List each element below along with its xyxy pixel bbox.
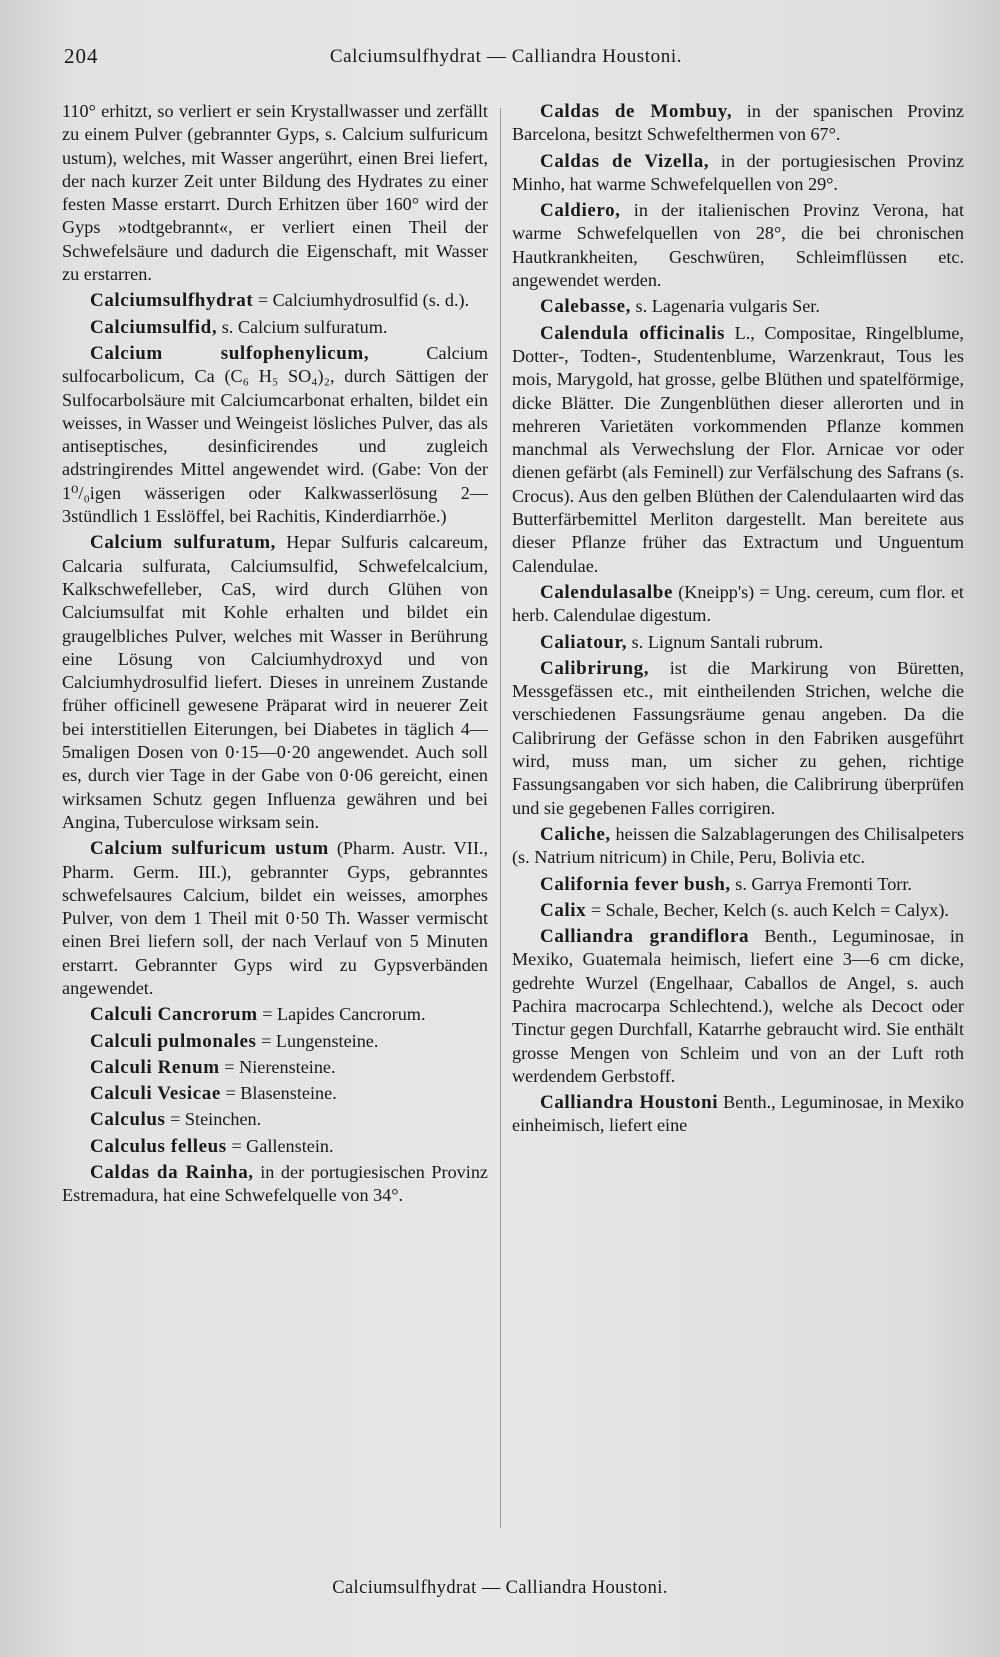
- column-divider: [500, 108, 501, 1528]
- dictionary-entry: [62, 100, 488, 286]
- page-footer: Calciumsulfhydrat — Calliandra Houstoni.: [332, 1578, 668, 1598]
- entry-headword: Calliandra grandiflora: [540, 926, 750, 948]
- entry-text: Benth., Leguminosae, in Mexiko, Guatemala heimisch, liefert eine 3—6 cm dicke, gedrehte Wurzel (Engelhaar, Caballos de Angel, s. auch Pachira macrocarpa Schlechtend.), welche als Decoct oder Tinctur gegen Durchfall, Katarrhe gebraucht wird. Sie enthält grosse Mengen von Schleim und von an der Luft roth werdendem Gerbstoff.: [512, 926, 964, 1086]
- left-column: [62, 100, 488, 1211]
- dictionary-entry: [62, 289, 488, 312]
- entry-headword: Calculi pulmonales: [90, 1030, 257, 1052]
- entry-text: = Calciumhydrosulfid (s. d.).: [253, 290, 470, 311]
- entry-headword: Calciumsulfhydrat: [90, 290, 254, 312]
- dictionary-entry: [62, 1082, 488, 1105]
- dictionary-entry: [512, 925, 964, 1088]
- entry-headword: Calcium sulfuratum,: [90, 532, 276, 554]
- entry-text: s. Garrya Fremonti Torr.: [730, 873, 912, 894]
- dictionary-entry: [62, 1003, 488, 1026]
- entry-text: = Blasensteine.: [220, 1083, 337, 1104]
- page-number: 204: [64, 44, 99, 68]
- entry-headword: Caldas de Mombuy,: [540, 101, 733, 122]
- entry-text: s. Lagenaria vulgaris Ser.: [630, 296, 820, 317]
- dictionary-entry: [62, 316, 488, 339]
- running-title: Calciumsulfhydrat — Calliandra Houstoni.: [329, 46, 683, 67]
- entry-text: L., Compositae, Ringelblume, Dotter-, Todten-, Studentenblume, Warzenkraut, Tous les mois, Marygold, hat grosse, gelbe Blüthen und spatelförmige, dicke Blätter. Die Zungenblüthen dieser allerorten und in mehreren Varietäten vorkommenden Pflanze kommen manchmal als Verwechslung der Flor. Arnicae vor oder dienen gefärbt (als Feminell) zur Verfälschung des Safrans (s. Crocus). Aus den gelben Blüthen der Calendulaarten wird das Butterfärbemittel Merliton dargestellt. Man bereitete aus dieser Pflanze früher das Extractum und Unguentum Calendulae.: [512, 322, 964, 576]
- entry-text: in der spanischen Provinz Barcelona, besitzt Schwefelthermen von 67°.: [512, 101, 965, 145]
- dictionary-entry: [512, 100, 964, 147]
- entry-headword: Calculus: [90, 1109, 166, 1131]
- dictionary-entry: [512, 631, 964, 654]
- entry-headword: Calciumsulfid,: [90, 316, 218, 338]
- entry-headword: California fever bush,: [540, 873, 731, 895]
- entry-headword: Calendula officinalis: [540, 322, 725, 344]
- entry-headword: Caliche,: [540, 823, 611, 845]
- entry-text: = Lungensteine.: [256, 1030, 379, 1051]
- entry-text: in der portugiesischen Provinz Estremadura, hat eine Schwefelquelle von 34°.: [62, 1162, 488, 1206]
- entry-text: heissen die Salzablagerungen des Chilisalpeters (s. Natrium nitricum) in Chile, Peru, Bolivia etc.: [512, 823, 964, 868]
- entry-text: Hepar Sulfuris calcareum, Calcaria sulfurata, Calciumsulfid, Schwefelcalcium, Kalkschwefelleber, CaS, wird durch Glühen von Calciumsulfat mit Kohle erhalten und bildet ein graugelbliches Pulver, welches mit Wasser in Berührung eine Lösung von Calciumhydroxyd und von Calciumhydrosulfid liefert. Dieses in unreinem Zustande früher officinell gewesene Präparat wird in neuerer Zeit bei interstitiellen Eiterungen, bei Diabetes in täglich 4—5maligen Dosen von 0·15—0·20 angewendet. Auch soll es, durch vier Tage in der Gabe von 0·06 gereicht, einen wirksamen Schutz gegen Influenza gewähren und bei Angina, Tuberculose wirksam sein.: [62, 532, 489, 832]
- entry-text: s. Lignum Santali rubrum.: [627, 631, 824, 652]
- entry-headword: Calculi Vesicae: [90, 1083, 221, 1105]
- dictionary-entry: [62, 1030, 488, 1053]
- entry-headword: Calculus felleus: [90, 1135, 227, 1157]
- dictionary-entry: [62, 1135, 488, 1158]
- dictionary-entry: [512, 199, 964, 292]
- entry-text: Benth., Leguminosae, in Mexiko einheimisch, liefert eine: [512, 1092, 964, 1136]
- entry-text: = Nierensteine.: [219, 1056, 336, 1077]
- right-column: [512, 100, 964, 1141]
- entry-text: s. Calcium sulfuratum.: [217, 316, 388, 337]
- dictionary-entry: [512, 150, 964, 197]
- dictionary-entry: [512, 823, 964, 870]
- entry-text: (Kneipp's) = Ung. cereum, cum flor. et herb. Calendulae digestum.: [512, 581, 964, 626]
- entry-headword: Calcium sulfophenylicum,: [90, 342, 370, 364]
- entry-text: = Steinchen.: [165, 1109, 262, 1130]
- entry-headword: Caldiero,: [540, 200, 621, 222]
- dictionary-entry: [512, 899, 964, 922]
- page-header: [62, 44, 950, 74]
- entry-headword: Calculi Renum: [90, 1056, 220, 1078]
- dictionary-entry: [512, 873, 964, 896]
- dictionary-entry: [62, 837, 488, 1000]
- entry-headword: Calculi Cancrorum: [90, 1004, 258, 1026]
- dictionary-entry: [512, 657, 964, 820]
- entry-text: Calcium sulfocarbolicum, Ca (C₆ H₅ SO₄)₂, durch Sättigen der Sulfocarbolsäure mit Calciumcarbonat erhalten, bildet ein weisses, in Wasser und Weingeist lösliches Pulver, das als antiseptisches, desinficirendes und zugleich adstringirendes Mittel angewendet wird. (Gabe: Von der 1⁰/₀igen wässerigen oder Kalkwasserlösung 2—3stündlich 1 Esslöffel, bei Rachitis, Kinderdiarrhöe.): [62, 342, 489, 527]
- entry-headword: Calliandra Houstoni: [540, 1092, 719, 1114]
- entry-headword: Caldas da Rainha,: [90, 1162, 254, 1184]
- entry-text: = Gallenstein.: [226, 1135, 334, 1156]
- entry-headword: Calcium sulfuricum ustum: [90, 838, 329, 860]
- dictionary-entry: [62, 1108, 488, 1131]
- dictionary-entry: [512, 322, 964, 578]
- entry-text: = Schale, Becher, Kelch (s. auch Kelch = Calyx).: [586, 899, 949, 920]
- dictionary-entry: [62, 531, 488, 834]
- entry-text: in der italienischen Provinz Verona, hat warme Schwefelquellen von 28°, die bei chronischen Hautkrankheiten, Geschwüren, Schleimflüssen etc. angewendet werden.: [512, 200, 964, 291]
- entry-headword: Caldas de Vizella,: [540, 150, 710, 172]
- entry-headword: Calendulasalbe: [540, 581, 673, 603]
- dictionary-entry: [62, 1161, 488, 1208]
- entry-text: = Lapides Cancrorum.: [257, 1004, 426, 1025]
- entry-headword: Calibrirung,: [540, 657, 650, 679]
- entry-text: ist die Markirung von Büretten, Messgefässen etc., mit eintheilenden Strichen, welche die verschiedenen Fassungsräume genau angeben. Da die Calibrirung der Gefässe schon in den Fabriken ausgeführt wird, muss man, um sicher zu gehen, richtige Fassungsangaben vor sich haben, die Calibrirung überprüfen und sie gegebenen Falles corrigiren.: [512, 657, 964, 818]
- dictionary-entry: [512, 1091, 964, 1138]
- entry-headword: Calix: [540, 899, 587, 921]
- entry-headword: Caliatour,: [540, 631, 628, 653]
- dictionary-entry: [62, 1056, 488, 1079]
- entry-text: in der portugiesischen Provinz Minho, hat warme Schwefelquellen von 29°.: [512, 150, 965, 194]
- entry-headword: Calebasse,: [540, 296, 631, 318]
- entry-text: (Pharm. Austr. VII., Pharm. Germ. III.), gebrannter Gyps, gebranntes schwefelsaures Calcium, bildet ein weisses, amorphes Pulver, von dem 1 Theil mit 0·50 Th. Wasser vermischt einen Brei liefern soll, der nach Verlauf von 5 Minuten erstarrt. Gebrannter Gyps wird zu Gypsverbänden angewendet.: [62, 838, 488, 998]
- dictionary-entry: [62, 342, 488, 528]
- entry-text: 110° erhitzt, so verliert er sein Krystallwasser und zerfällt zu einem Pulver (gebrannter Gyps, s. Calcium sulfuricum ustum), welches, mit Wasser angerührt, einen Brei liefert, der nach kurzer Zeit unter Bildung des Hydrates zu einer festen Masse erstarrt. Durch Erhitzen über 160° wird der Gyps »todtgebrannt«, er verliert einen Theil der Schwefelsäure und dadurch die Eigenschaft, mit Wasser zu erstarren.: [62, 101, 488, 285]
- dictionary-entry: [512, 581, 964, 628]
- dictionary-entry: [512, 295, 964, 318]
